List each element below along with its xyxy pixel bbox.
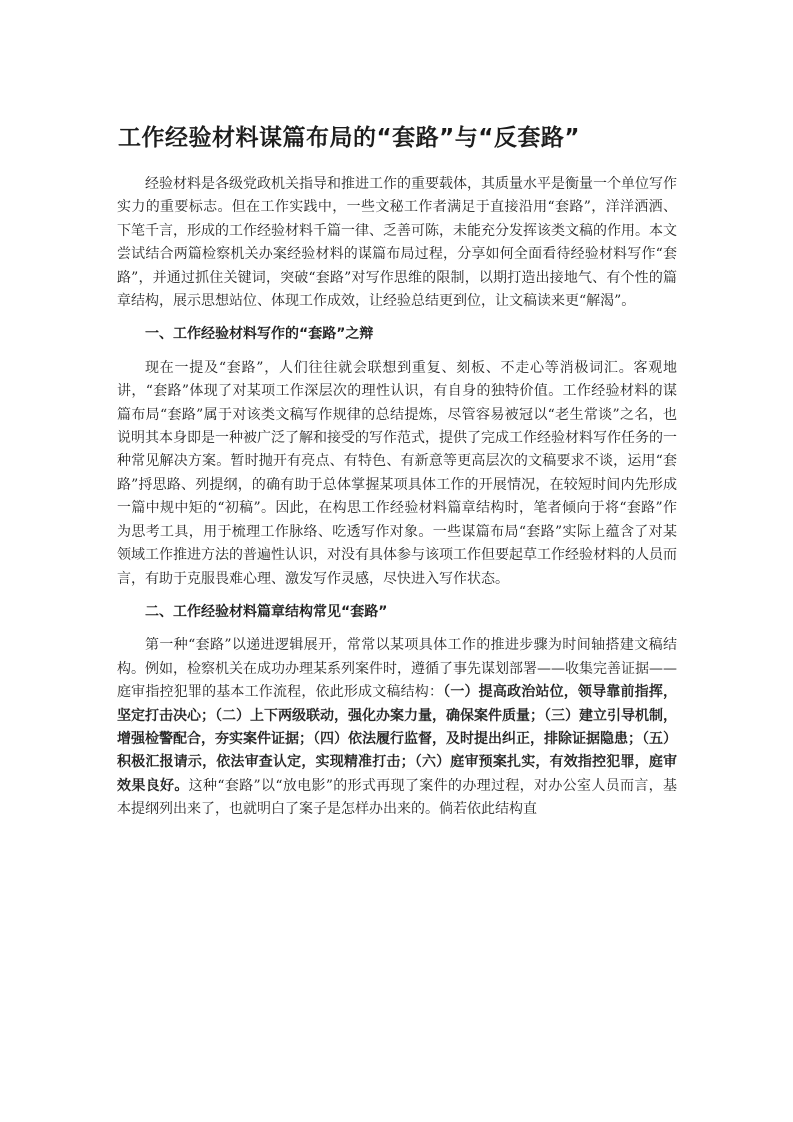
section-1-paragraph: 现在一提及“套路”，人们往往就会联想到重复、刻板、不走心等消极词汇。客观地讲，“套路”体现了对某项工作深层次的理性认识，有自身的独特价值。工作经验材料的谋篇布局“套路”属于对该类文稿写作规律的总结提炼，尽管容易被冠以“老生常谈”之名，也说明其本身即是一种被广泛了解和接受的写作范式，提供了完成工作经验材料写作任务的一种常见解决方案。暂时抛开有亮点、有特色、有新意等更高层次的文稿要求不谈，运用“套路”捋思路、列提纲，的确有助于总体掌握某项具体工作的开展情况，在较短时间内先形成一篇中规中矩的“初稿”。因此，在构思工作经验材料篇章结构时，笔者倾向于将“套路”作为思考工具，用于梳理工作脉络、吃透写作对象。一些谋篇布局“套路”实际上蕴含了对某领域工作推进方法的普遍性认识，对没有具体参与该项工作但要起草工作经验材料的人员而言，有助于克服畏难心理、激发写作灵感，尽快进入写作状态。 <box>117 359 677 587</box>
document-body <box>117 173 677 822</box>
section-2-bold-outline: （一）提高政治站位，领导靠前指挥，坚定打击决心；（二）上下两级联动，强化办案力量，确保案件质量；（三）建立引导机制，增强检警配合，夯实案件证据；（四）依法履行监督，及时提出纠正，排除证据隐患；（五）积极汇报请示，依法审查认定，实现精准打击；（六）庭审预案扎实，有效指控犯罪，庭审效果良好。 <box>117 684 678 794</box>
intro-paragraph: 经验材料是各级党政机关指导和推进工作的重要载体，其质量水平是衡量一个单位写作实力的重要标志。但在工作实践中，一些文秘工作者满足于直接沿用“套路”，洋洋洒洒、下笔千言，形成的工作经验材料千篇一律、乏善可陈，未能充分发挥该类文稿的作用。本文尝试结合两篇检察机关办案经验材料的谋篇布局过程，分享如何全面看待经验材料写作“套路”，并通过抓住关键词，突破“套路”对写作思维的限制，以期打造出接地气、有个性的篇章结构，展示思想站位、体现工作成效，让经验总结更到位，让文稿读来更“解渴”。 <box>117 176 677 310</box>
section-2-text-start: 第一种“套路”以递进逻辑展开，常常以某项具体工作的推进步骤为时间轴搭建文稿结构。例如，检察机关在成功办理某系列案件时，遵循了事先谋划部署——收集完善证据——庭审指控犯罪的基本工作流程，依此形成文稿结构： <box>117 637 677 701</box>
document-title: 工作经验材料谋篇布局的“套路”与“反套路” <box>118 125 580 151</box>
section-1-heading: 一、工作经验材料写作的“套路”之辩 <box>145 326 374 343</box>
section-2-heading: 二、工作经验材料篇章结构常见“套路” <box>145 603 388 620</box>
section-2-text-end: 这种“套路”以“放电影”的形式再现了案件的办理过程，对办公室人员而言，基本提纲列出来了，也就明白了案子是怎样办出来的。倘若依此结构直 <box>117 777 677 818</box>
section-2-paragraph <box>117 634 677 821</box>
